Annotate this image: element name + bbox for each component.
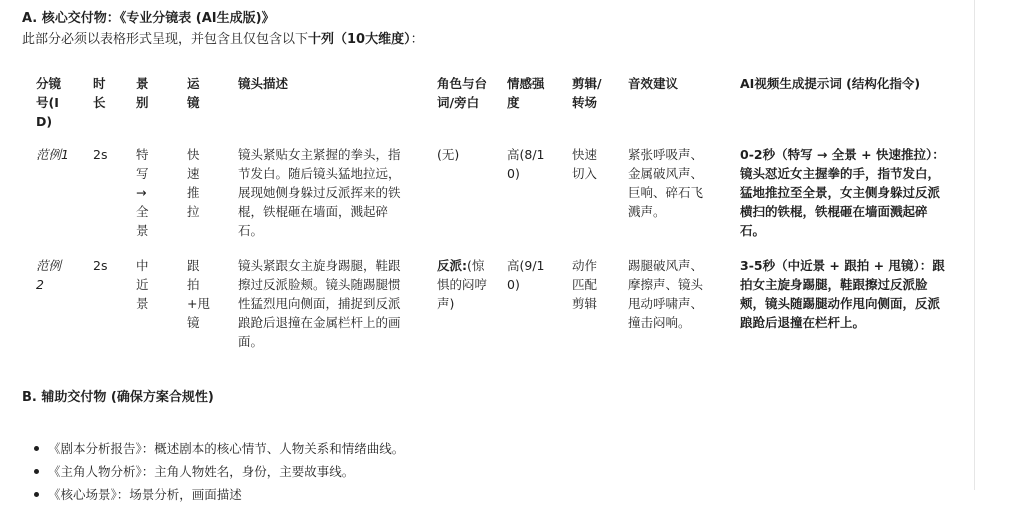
list-item-name: 《主角人物分析》 <box>48 464 142 479</box>
cell-shot-size: 中近景 <box>136 258 149 311</box>
bullet-dot-icon <box>34 469 39 474</box>
cell-prompt: 3-5秒（中近景 + 跟拍 + 甩镜）：跟拍女主旋身踢腿，鞋跟擦过反派脸颊，镜头随踢腿动作甩向侧面，反派踉跄后退撞在栏杆上。 <box>740 258 945 330</box>
cell-emotion: 高(8/10) <box>507 147 545 181</box>
cell-description: 镜头紧贴女主紧握的拳头，指节发白。随后镜头猛地拉远，展现她侧身躲过反派挥来的铁棍，铁棍砸在墙面，溅起碎石。 <box>238 147 401 238</box>
cell-sound: 踢腿破风声、摩擦声、镜头甩动呼啸声、撞击闷响。 <box>628 258 704 330</box>
list-item-name: 《剧本分析报告》 <box>48 441 142 456</box>
deliverables-list <box>34 437 405 502</box>
cell-dialogue <box>437 256 487 313</box>
cell-shot-size: 特写→全景 <box>136 147 149 238</box>
intro-emphasis: 十列（10大维度） <box>308 32 411 47</box>
list-item <box>34 460 404 483</box>
header-prompt: AI视频生成提示词 (结构化指令) <box>740 76 921 91</box>
header-camera: 运镜 <box>187 76 200 110</box>
cell-camera: 快速推拉 <box>187 147 200 219</box>
cell-dialogue <box>437 145 487 164</box>
header-emotion: 情感强度 <box>507 76 545 110</box>
dialogue-speaker: 反派: <box>437 258 467 273</box>
cell-camera: 跟拍+甩镜 <box>187 258 210 330</box>
cell-duration: 2s <box>93 258 108 273</box>
header-edit: 剪辑/转场 <box>572 76 602 110</box>
section-a-heading: A. 核心交付物：《专业分镜表 (AI生成版)》 <box>22 11 275 26</box>
page-edge-divider <box>974 0 975 490</box>
header-dialogue: 角色与台词/旁白 <box>437 76 488 110</box>
header-shot-size: 景别 <box>136 76 149 110</box>
cell-id: 范例1 <box>36 147 69 162</box>
intro-colon: ： <box>410 32 424 47</box>
dialogue-text: (无) <box>437 147 460 162</box>
header-sound: 音效建议 <box>628 76 679 91</box>
cell-id: 范例2 <box>36 258 62 292</box>
header-id: 分镜号(ID) <box>36 76 62 129</box>
list-item-text: ：场景分析，画面描述 <box>116 487 242 502</box>
list-item <box>34 483 404 502</box>
list-item-text: ：主角人物姓名，身份，主要故事线。 <box>141 464 355 479</box>
cell-edit: 动作匹配剪辑 <box>572 258 598 311</box>
bullet-dot-icon <box>34 492 39 497</box>
list-item-text: ：概述剧本的核心情节、人物关系和情绪曲线。 <box>141 441 405 456</box>
cell-prompt: 0-2秒（特写 → 全景 + 快速推拉）：镜头怼近女主握拳的手，指节发白，猛地推拉至全景，女主侧身躲过反派横扫的铁棍，铁棍砸在墙面溅起碎石。 <box>740 147 945 238</box>
section-a-intro <box>22 31 424 49</box>
cell-description: 镜头紧跟女主旋身踢腿，鞋跟擦过反派脸颊。镜头随踢腿惯性猛烈甩向侧面，捕捉到反派踉跄后退撞在金属栏杆上的画面。 <box>238 258 401 349</box>
bullet-dot-icon <box>34 446 39 451</box>
cell-emotion: 高(9/10) <box>507 258 545 292</box>
cell-duration: 2s <box>93 147 108 162</box>
list-item-name: 《核心场景》 <box>48 487 117 502</box>
header-duration: 时长 <box>93 76 106 110</box>
intro-text: 此部分必须以表格形式呈现，并包含且仅包含以下 <box>22 32 309 47</box>
dialogue-text: (惊惧的闷哼声) <box>437 258 488 311</box>
list-item <box>34 437 404 460</box>
header-description: 镜头描述 <box>238 76 289 91</box>
section-b-heading: B. 辅助交付物 (确保方案合规性) <box>22 390 214 405</box>
cell-edit: 快速切入 <box>572 147 598 181</box>
cell-sound: 紧张呼吸声、金属破风声、巨响、碎石飞溅声。 <box>628 147 704 219</box>
